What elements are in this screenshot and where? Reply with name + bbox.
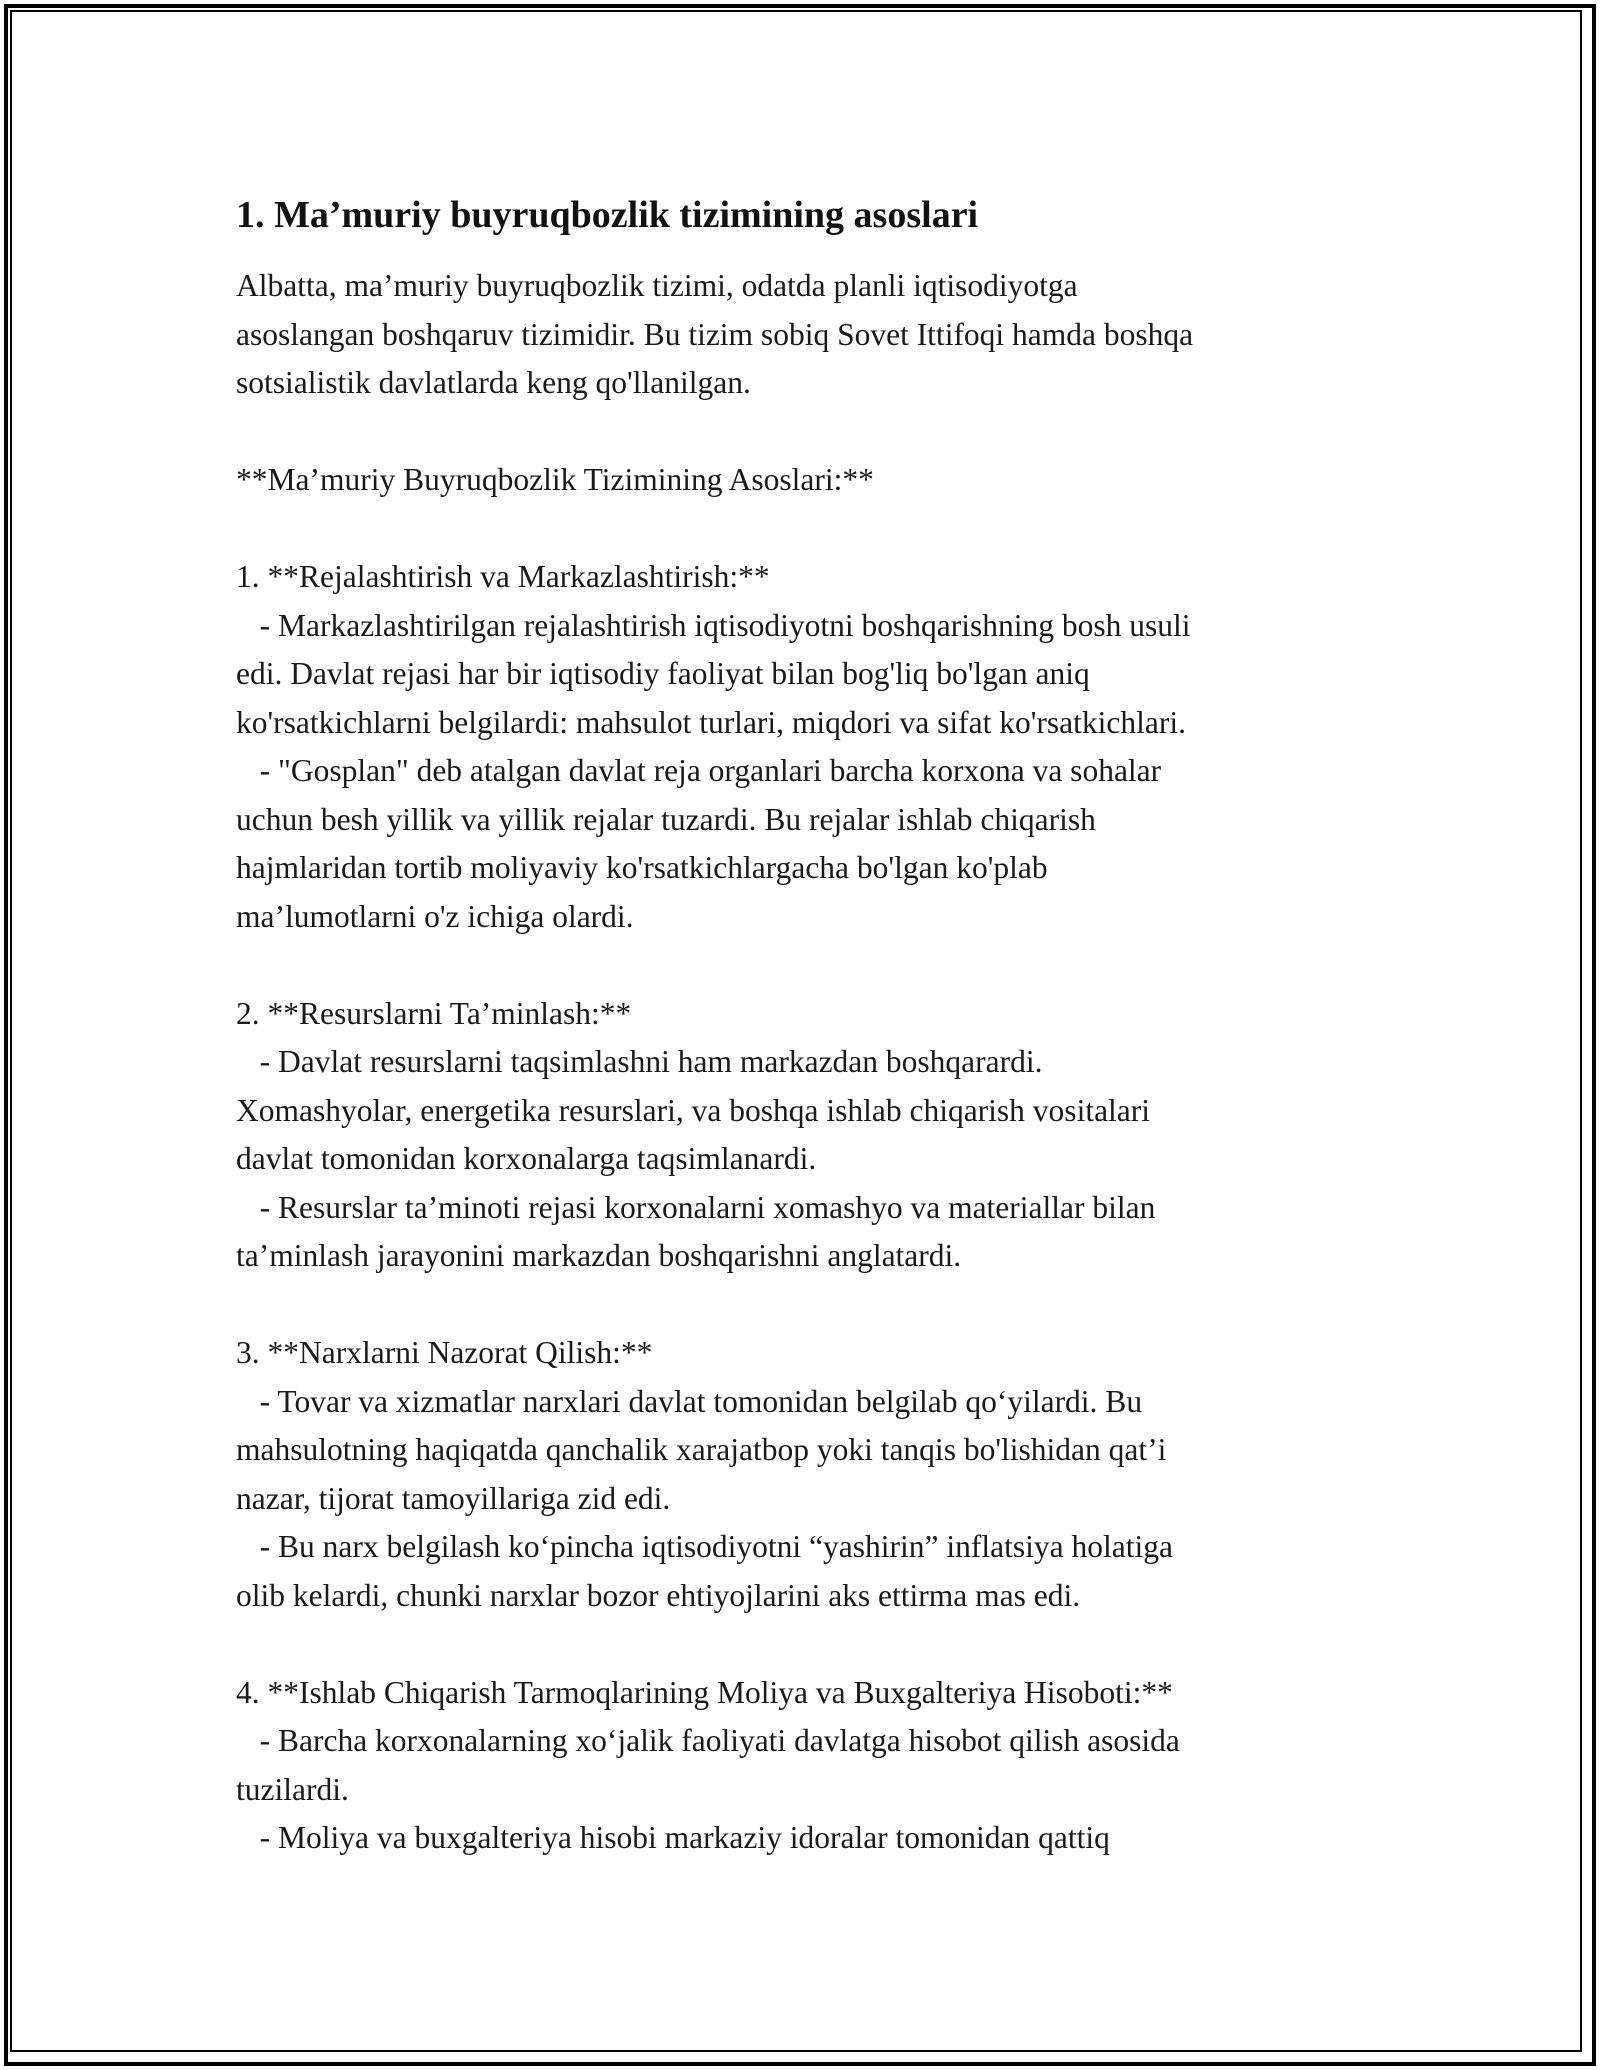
section-line: ko'rsatkichlarni belgilardi: mahsulot turlari, miqdori va sifat ko'rsatkichlari. [236, 704, 1186, 740]
section-line: - "Gosplan" deb atalgan davlat reja organlari barcha korxona va sohalar [236, 753, 1162, 788]
section-line: - Markazlashtirilgan rejalashtirish iqtisodiyotni boshqarishning bosh usuli [236, 607, 1191, 643]
section-line: davlat tomonidan korxonalarga taqsimlanardi. [236, 1141, 817, 1176]
intro-line: asoslangan boshqaruv tizimidir. Bu tizim sobiq Sovet Ittifoqi hamda boshqa [236, 316, 1194, 352]
section-heading: 1. **Rejalashtirish va Markazlashtirish:** [236, 559, 770, 594]
intro-line: sotsialistik davlatlarda keng qo'llanilgan. [236, 365, 751, 400]
section-line: ma’lumotlarni o'z ichiga olardi. [236, 898, 634, 934]
spacer [236, 1620, 1386, 1669]
section-1 [236, 553, 1386, 941]
section-line: - Moliya va buxgalteriya hisobi markaziy idoralar tomonidan qattiq [236, 1820, 1110, 1855]
spacer [236, 941, 1386, 990]
section-4 [236, 1669, 1386, 1863]
spacer [236, 1281, 1386, 1330]
section-line: - Barcha korxonalarning xo‘jalik faoliyati davlatga hisobot qilish asosida [236, 1723, 1180, 1758]
intro-paragraph [236, 262, 1386, 408]
section-line: nazar, tijorat tamoyillariga zid edi. [236, 1480, 671, 1516]
section-line: hajmlaridan tortib moliyaviy ko'rsatkichlargacha bo'lgan ko'plab [236, 850, 1048, 885]
spacer [236, 505, 1386, 554]
section-line: Xomashyolar, energetika resurslari, va boshqa ishlab chiqarish vositalari [236, 1092, 1151, 1128]
document-body [236, 190, 1386, 1863]
section-2 [236, 990, 1386, 1281]
section-heading: 4. **Ishlab Chiqarish Tarmoqlarining Moliya va Buxgalteriya Hisoboti:** [236, 1674, 1173, 1710]
section-line: uchun besh yillik va yillik rejalar tuzardi. Bu rejalar ishlab chiqarish [236, 801, 1096, 837]
section-line: ta’minlash jarayonini markazdan boshqarishni anglatardi. [236, 1238, 962, 1273]
section-heading: 2. **Resurslarni Ta’minlash:** [236, 995, 632, 1031]
section-line: - Bu narx belgilash ko‘pincha iqtisodiyotni “yashirin” inflatsiya holatiga [236, 1529, 1173, 1564]
section-3 [236, 1329, 1386, 1620]
section-line: mahsulotning haqiqatda qanchalik xarajatbop yoki tanqis bo'lishidan qat’i [236, 1432, 1167, 1467]
section-line: tuzilardi. [236, 1771, 349, 1807]
spacer [236, 408, 1386, 457]
section-line: - Davlat resurslarni taqsimlashni ham markazdan boshqarardi. [236, 1044, 1043, 1079]
intro-line: Albatta, ma’muriy buyruqbozlik tizimi, odatda planli iqtisodiyotga [236, 268, 1078, 303]
section-line: olib kelardi, chunki narxlar bozor ehtiyojlarini aks ettirma mas edi. [236, 1577, 1081, 1613]
section-heading: 3. **Narxlarni Nazorat Qilish:** [236, 1335, 653, 1370]
subheading: **Ma’muriy Buyruqbozlik Tizimining Asoslari:** [236, 462, 874, 497]
document-title: 1. Ma’muriy buyruqbozlik tizimining asoslari [236, 194, 979, 236]
section-line: - Resurslar ta’minoti rejasi korxonalarni xomashyo va materiallar bilan [236, 1189, 1156, 1225]
section-line: - Tovar va xizmatlar narxlari davlat tomonidan belgilab qo‘yilardi. Bu [236, 1383, 1143, 1419]
section-line: edi. Davlat rejasi har bir iqtisodiy faoliyat bilan bog'liq bo'lgan aniq [236, 656, 1090, 691]
